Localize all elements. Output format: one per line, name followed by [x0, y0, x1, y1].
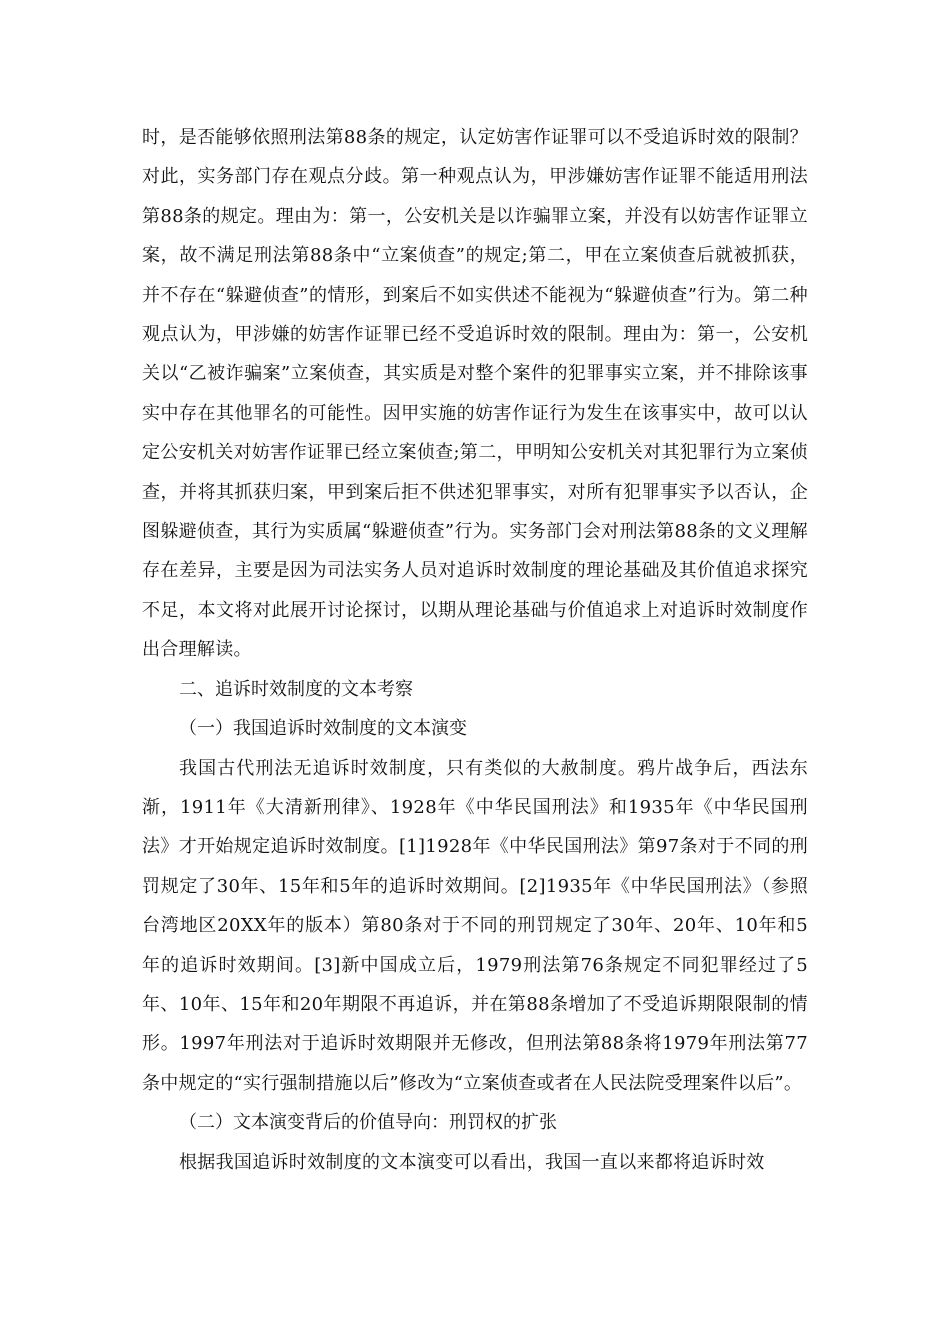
paragraph-continuation: 时，是否能够依照刑法第88条的规定，认定妨害作证罪可以不受追诉时效的限制？对此，实务部门存在观点分歧。第一种观点认为，甲涉嫌妨害作证罪不能适用刑法第88条的规定。理由为：第一，公安机关是以诈骗罪立案，并没有以妨害作证罪立案，故不满足刑法第88条中“立案侦查”的规定;第二，甲在立案侦查后就被抓获，并不存在“躲避侦查”的情形，到案后不如实供述不能视为“躲避侦查”行为。第二种观点认为，甲涉嫌的妨害作证罪已经不受追诉时效的限制。理由为：第一，公安机关以“乙被诈骗案”立案侦查，其实质是对整个案件的犯罪事实立案，并不排除该事实中存在其他罪名的可能性。因甲实施的妨害作证行为发生在该事实中，故可以认定公安机关对妨害作证罪已经立案侦查;第二，甲明知公安机关对其犯罪行为立案侦查，并将其抓获归案，甲到案后拒不供述犯罪事实，对所有犯罪事实予以否认，企图躲避侦查，其行为实质属“躲避侦查”行为。实务部门会对刑法第88条的文义理解存在差异，主要是因为司法实务人员对追诉时效制度的理论基础及其价值追求探究不足，本文将对此展开讨论探讨，以期从理论基础与价值追求上对追诉时效制度作出合理解读。	[142, 127, 808, 661]
paragraph-value-orientation: 根据我国追诉时效制度的文本演变可以看出，我国一直以来都将追诉时效	[179, 1151, 765, 1173]
subsection-heading-2: （二）文本演变背后的价值导向：刑罚权的扩张	[179, 1112, 557, 1134]
section-heading: 二、追诉时效制度的文本考察	[179, 678, 413, 700]
document-body	[142, 118, 808, 1182]
paragraph-text-evolution: 我国古代刑法无追诉时效制度，只有类似的大赦制度。鸦片战争后，西法东渐，1911年《大清新刑律》、1928年《中华民国刑法》和1935年《中华民国刑法》才开始规定追诉时效制度。[1]1928年《中华民国刑法》第97条对于不同的刑罚规定了30年、15年和5年的追诉时效期间。[2]1935年《中华民国刑法》（参照台湾地区20XX年的版本）第80条对于不同的刑罚规定了30年、20年、10年和5年的追诉时效期间。[3]新中国成立后，1979刑法第76条规定不同犯罪经过了5年、10年、15年和20年期限不再追诉，并在第88条增加了不受追诉期限限制的情形。1997年刑法对于追诉时效期限并无修改，但刑法第88条将1979年刑法第77条中规定的“实行强制措施以后”修改为“立案侦查或者在人民法院受理案件以后”。	[142, 757, 808, 1094]
subsection-heading-1: （一）我国追诉时效制度的文本演变	[179, 718, 467, 740]
